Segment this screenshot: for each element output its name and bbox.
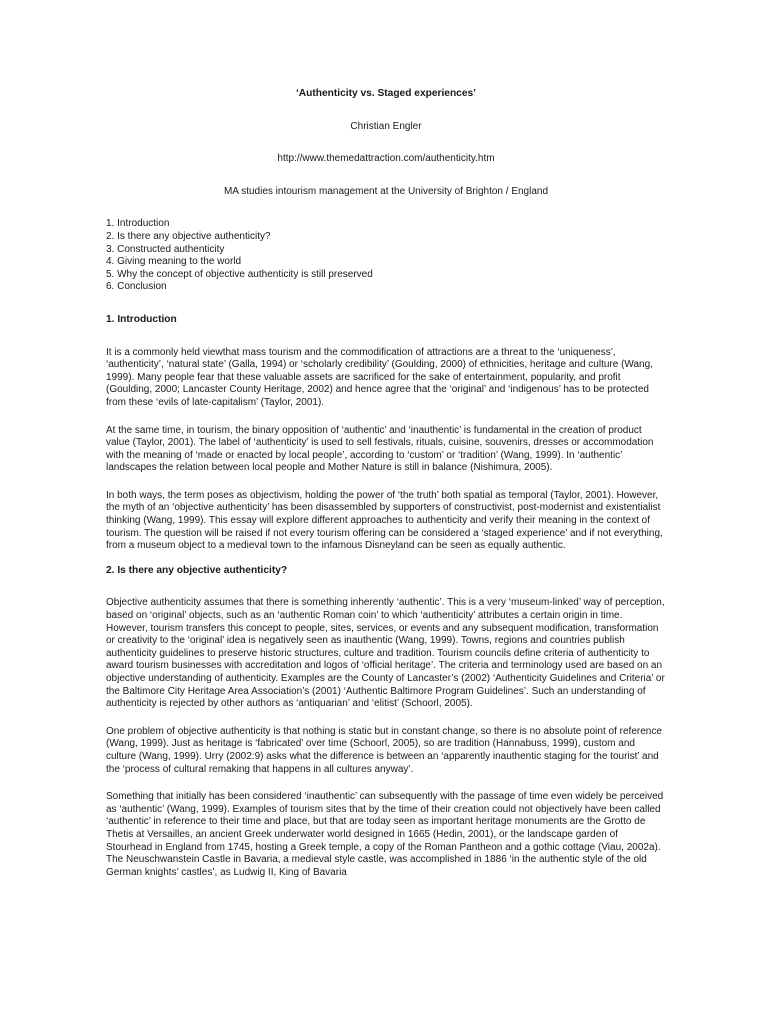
paragraph: Objective authenticity assumes that there is something inherently ‘authentic’. This is a very ‘museum-linked’ way of perception, based on ‘original’ objects, such as an ‘authentic Roman coin’ to which ‘authenticity’ attributes a certain origin in time. However, tourism transfers this concept to people, sites, services, or events and any subsequent modification, transformation or creativity to the ‘original’ idea is negatively seen as inauthentic (Wang, 1999). Towns, regions and countries publish authenticity guidelines to preserve historic structures, culture and tradition. Tourism councils define criteria of authenticity to award tourism businesses with accreditation and logos of ‘official heritage’. The criteria and terminology used are based on an objective understanding of authenticity. Examples are the County of Lancaster’s (2002) ‘Authenticity Guidelines and Criteria’ or the Baltimore City Heritage Area Association’s (2001) ‘Authentic Baltimore Program Guidelines’. Such an understanding of authenticity is rejected by other authors as ‘antiquarian’ and ‘elitist’ (Schoorl, 2005). [106, 597, 665, 710]
document-author: Christian Engler [350, 120, 422, 132]
toc-item: 1. Introduction [106, 218, 170, 230]
toc-item: 5. Why the concept of objective authenticity is still preserved [106, 268, 373, 280]
section-heading-objective-authenticity: 2. Is there any objective authenticity? [106, 564, 288, 576]
table-of-contents [106, 218, 666, 294]
toc-item: 3. Constructed authenticity [106, 243, 225, 255]
toc-item: 4. Giving meaning to the world [106, 256, 242, 268]
document-affiliation: MA studies intourism management at the University of Brighton / England [223, 185, 549, 197]
paragraph: It is a commonly held viewthat mass tourism and the commodification of attractions are a threat to the ‘uniqueness’, ‘authenticity’, ‘natural state’ (Galla, 1994) or ‘scholarly credibility’ (Goulding, 2000) of ethnicities, heritage and culture (Wang, 1999). Many people fear that these valuable assets are sacrificed for the sake of entertainment, popularity, and profit (Goulding, 2000; Lancaster County Heritage, 2002) and hence agree that the ‘original’ and ‘indigenous’ has to be protected from these ‘evils of late-capitalism’ (Taylor, 2001). [106, 346, 653, 408]
section-heading-introduction: 1. Introduction [106, 313, 177, 325]
toc-item: 6. Conclusion [106, 281, 167, 293]
paragraph: One problem of objective authenticity is that nothing is static but in constant change, so there is no absolute point of reference (Wang, 1999). Just as heritage is ‘fabricated’ over time (Schoorl, 2005), so are tradition (Hannabuss, 1999), custom and culture (Wang, 1999). Urry (2002:9) asks what the difference is between an ‘apparently inauthentic staging for the tourist’ and the ‘process of cultural remaking that happens in all cultures anyway’. [106, 725, 662, 775]
paragraph: Something that initially has been considered ‘inauthentic’ can subsequently with the passage of time even widely be perceived as ‘authentic’ (Wang, 1999). Examples of tourism sites that by the time of their creation could not objectively have been called ‘authentic’ in reference to their time and place, but that are today seen as important heritage monuments are the Grotto de Thetis at Versailles, an ancient Greek underwater world designed in 1665 (Hedin, 2001), or the landscape garden of Stourhead in England from 1745, hosting a Greek temple, a copy of the Roman Pantheon and a gothic cottage (Viau, 2002a). The Neuschwanstein Castle in Bavaria, a medieval style castle, was accomplished in 1886 ‘in the authentic style of the old German knights’ castles’, as Ludwig II, King of Bavaria [106, 791, 664, 878]
document-page [106, 88, 666, 891]
toc-item: 2. Is there any objective authenticity? [106, 230, 271, 242]
document-url[interactable]: http://www.themedattraction.com/authenticity.htm [277, 153, 495, 165]
paragraph: At the same time, in tourism, the binary opposition of ‘authentic’ and ‘inauthentic’ is fundamental in the creation of product value (Taylor, 2001). The label of ‘authenticity’ is used to sell festivals, rituals, cuisine, souvenirs, dresses or accommodation with the meaning of ‘made or enacted by local people’, according to ‘custom’ or ‘tradition’ (Wang, 1999). In ‘authentic’ landscapes the relation between local people and Mother Nature is still in balance (Nishimura, 2005). [106, 424, 654, 474]
document-title: ‘Authenticity vs. Staged experiences’ [295, 88, 477, 99]
paragraph: In both ways, the term poses as objectivism, holding the power of ‘the truth’ both spatial as temporal (Taylor, 2001). However, the myth of an ‘objective authenticity’ has been disassembled by supporters of constructivist, post-modernist and existentialist thinking (Wang, 1999). This essay will explore different approaches to authenticity and verify their meaning in the context of tourism. The question will be raised if not every tourism offering can be considered a ‘staged experience’ and if not everything, from a museum object to a medieval town to the infamous Disneyland can be seen as equally authentic. [106, 489, 663, 552]
